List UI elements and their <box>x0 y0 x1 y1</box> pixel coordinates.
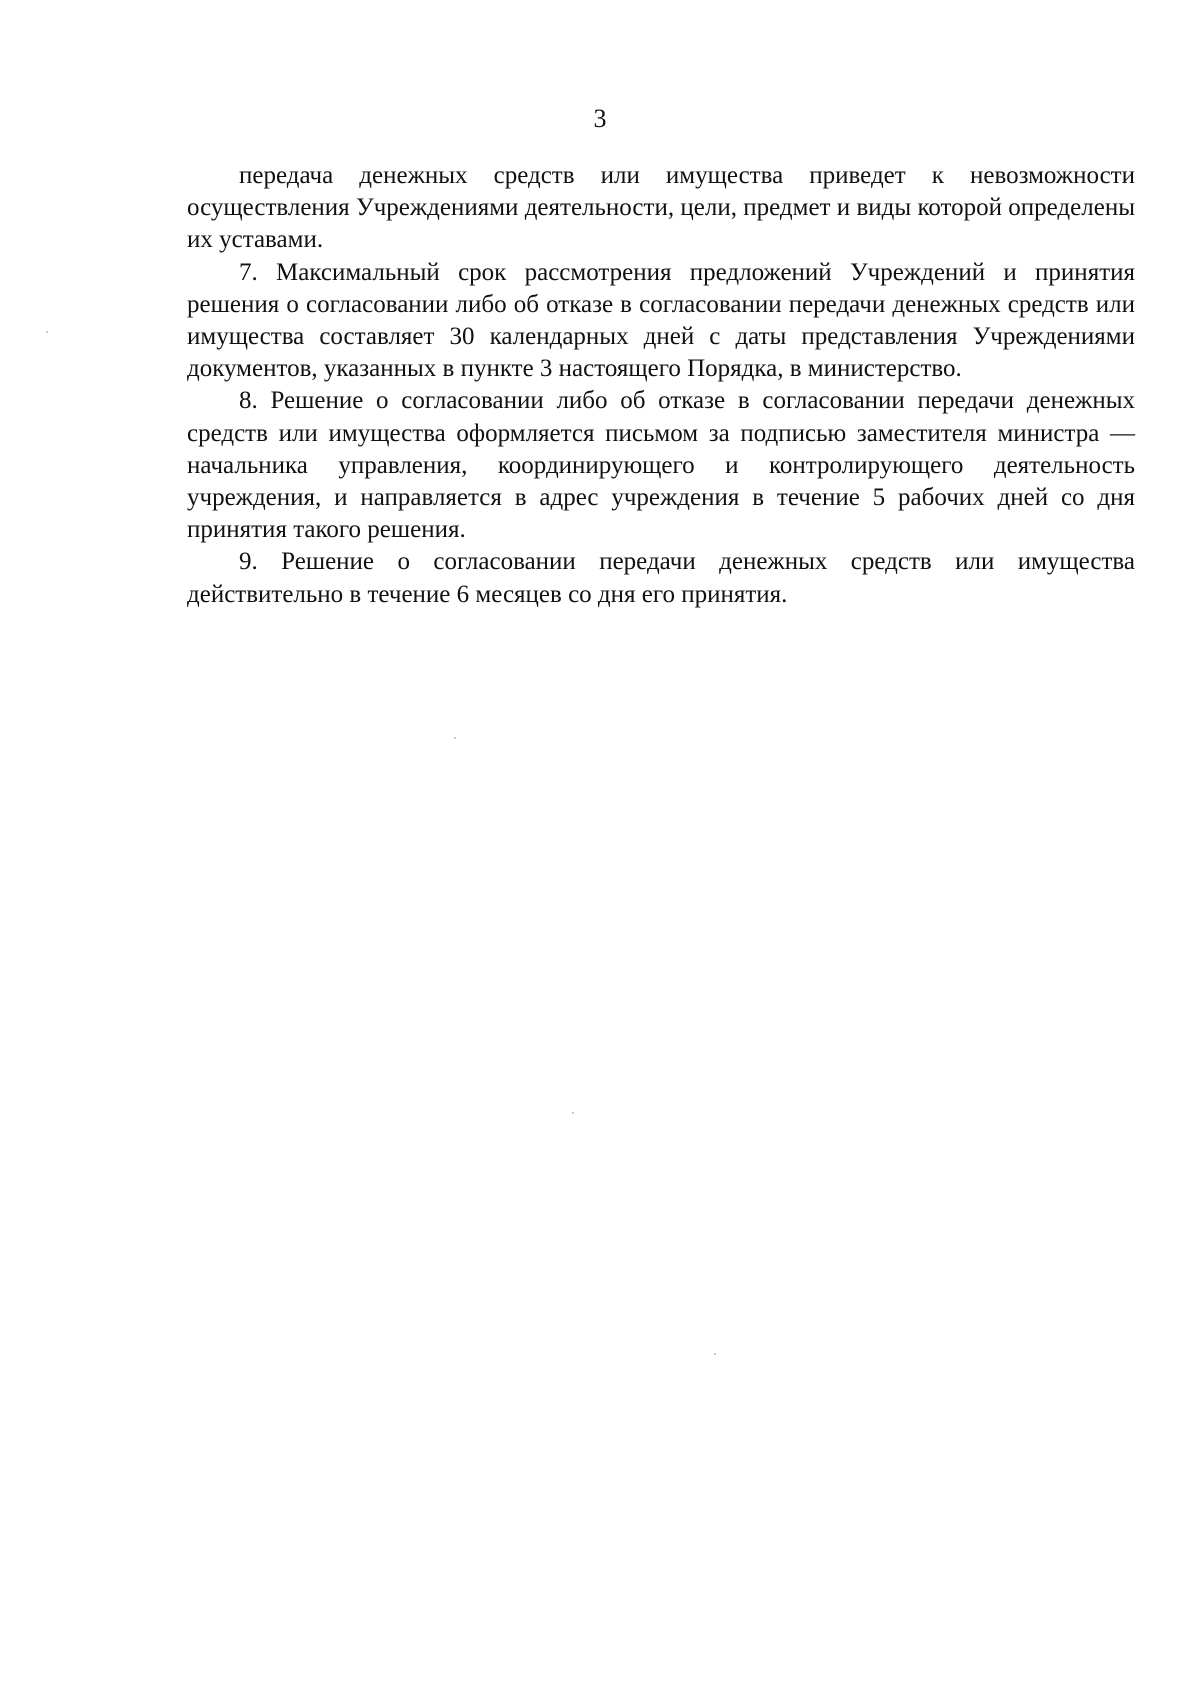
scan-speck <box>46 331 48 333</box>
paragraph-item-9: 9. Решение о согласовании передачи денежных средств или имущества действительно в течение 6 месяцев со дня его принятия. <box>187 548 1135 608</box>
scan-speck <box>714 1353 716 1355</box>
scan-speck <box>572 1112 574 1114</box>
paragraph-item-8: 8. Решение о согласовании либо об отказе в согласовании передачи денежных средств или имущества оформляется письмом за подписью заместителя министра — начальника управления, координирующего и контролирующего деятельность учреждения, и направляется в адрес учреждения в течение 5 рабочих дней со дня принятия такого решения. <box>187 387 1135 544</box>
scan-speck <box>454 737 456 739</box>
paragraph-item-7: 7. Максимальный срок рассмотрения предложений Учреждений и принятия решения о согласовании либо об отказе в согласовании передачи денежных средств или имущества составляет 30 календарных дней с даты представления Учреждениями документов, указанных в пункте 3 настоящего Порядка, в министерство. <box>187 258 1135 383</box>
document-body <box>187 160 1135 611</box>
paragraph-continuation: передача денежных средств или имущества приведет к невозможности осуществления Учреждениями деятельности, цели, предмет и виды которой определены их уставами. <box>187 162 1135 254</box>
page-number: 3 <box>593 104 607 133</box>
